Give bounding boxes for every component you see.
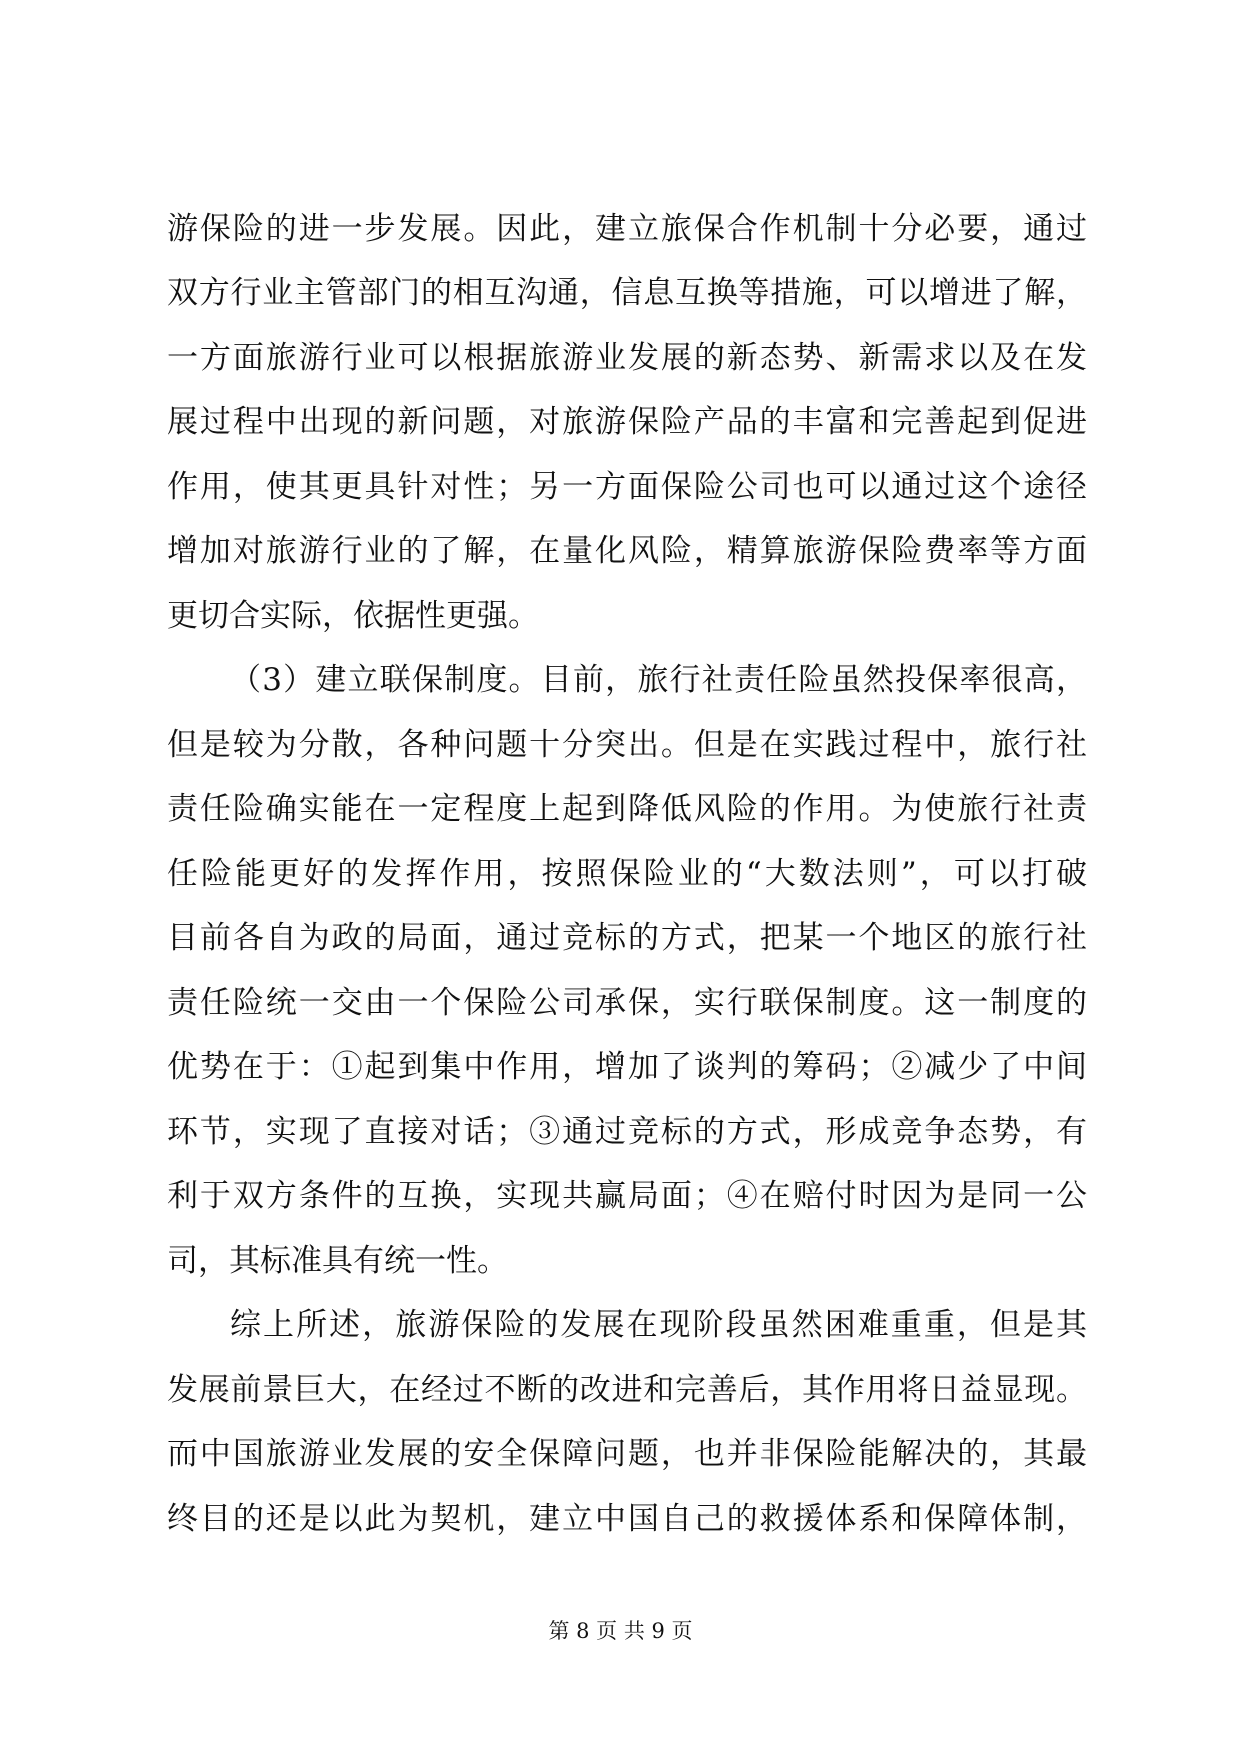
text-line: 利于双方条件的互换，实现共赢局面；④在赔付时因为是同一公 <box>167 1178 1087 1214</box>
text-line: 目前各自为政的局面，通过竞标的方式，把某一个地区的旅行社 <box>167 920 1087 956</box>
text-line: 责任险确实能在一定程度上起到降低风险的作用。为使旅行社责 <box>167 791 1087 827</box>
text-line: 游保险的进一步发展。因此，建立旅保合作机制十分必要，通过 <box>167 211 1087 247</box>
text-line: 而中国旅游业发展的安全保障问题，也并非保险能解决的，其最 <box>167 1436 1087 1472</box>
text-line: 责任险统一交由一个保险公司承保，实行联保制度。这一制度的 <box>167 985 1087 1021</box>
text-line: 双方行业主管部门的相互沟通，信息互换等措施，可以增进了解， <box>167 275 1087 311</box>
text-line: 一方面旅游行业可以根据旅游业发展的新态势、新需求以及在发 <box>167 340 1087 376</box>
text-line: 司，其标准具有统一性。 <box>167 1243 508 1279</box>
text-line: 展过程中出现的新问题，对旅游保险产品的丰富和完善起到促进 <box>167 404 1087 440</box>
text-line: 优势在于：①起到集中作用，增加了谈判的筹码；②减少了中间 <box>167 1049 1087 1085</box>
text-line: 更切合实际，依据性更强。 <box>167 598 539 634</box>
text-line: 终目的还是以此为契机，建立中国自己的救援体系和保障体制， <box>167 1501 1087 1537</box>
text-line: 作用，使其更具针对性；另一方面保险公司也可以通过这个途径 <box>167 469 1087 505</box>
text-line: （3）建立联保制度。目前，旅行社责任险虽然投保率很高， <box>230 662 1087 698</box>
text-line: 综上所述，旅游保险的发展在现阶段虽然困难重重，但是其 <box>230 1307 1087 1343</box>
text-line: 增加对旅游行业的了解，在量化风险，精算旅游保险费率等方面 <box>167 533 1087 569</box>
text-line: 任险能更好的发挥作用，按照保险业的“大数法则”，可以打破 <box>167 856 1087 892</box>
text-line: 但是较为分散，各种问题十分突出。但是在实践过程中，旅行社 <box>167 727 1087 763</box>
page-number-footer: 第 8 页 共 9 页 <box>548 1619 693 1643</box>
text-line: 环节，实现了直接对话；③通过竞标的方式，形成竞争态势，有 <box>167 1114 1087 1150</box>
text-line: 发展前景巨大，在经过不断的改进和完善后，其作用将日益显现。 <box>167 1372 1087 1408</box>
